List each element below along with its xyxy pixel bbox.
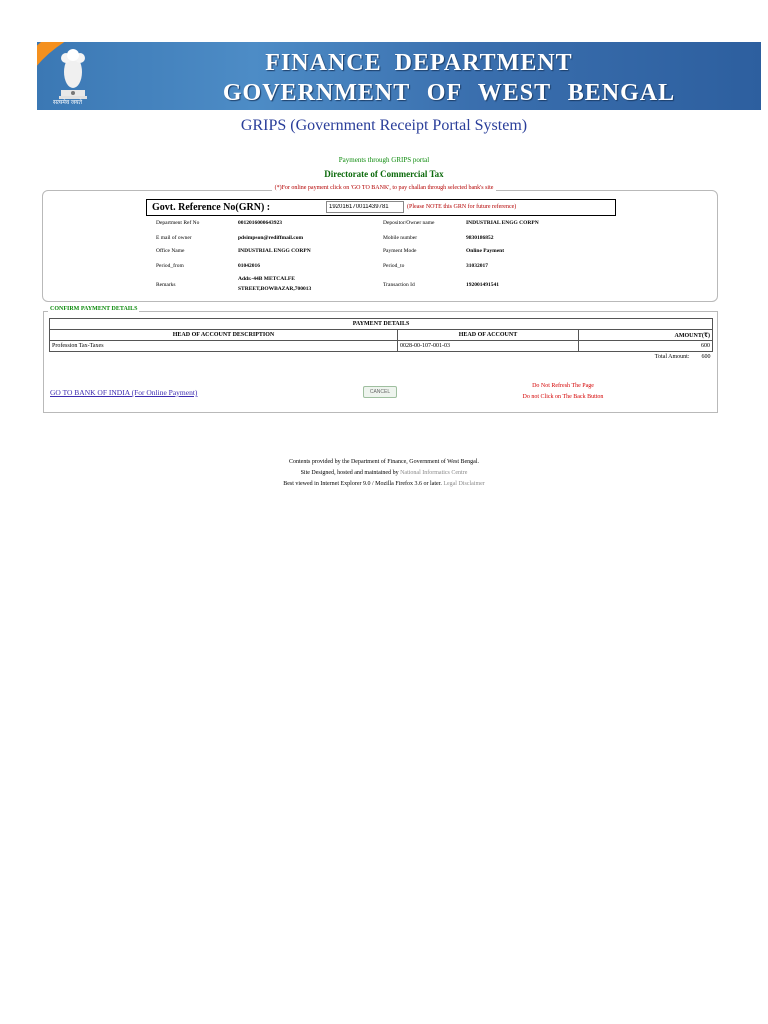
- dept-ref-value: 0012016000643923: [238, 220, 282, 226]
- total-amount-value: 600: [701, 354, 711, 360]
- depositor-value: INDUSTRIAL ENGG CORPN: [466, 220, 539, 226]
- email-value: pdsimpson@rediffmail.com: [238, 235, 304, 241]
- paymode-label: Payment Mode: [383, 248, 417, 254]
- remarks-label: Remarks: [156, 282, 176, 288]
- col-header-amount: AMOUNT(₹): [579, 330, 713, 341]
- office-value: INDUSTRIAL ENGG CORPN: [238, 248, 311, 254]
- info-legend-text: (*)For online payment click on 'GO TO BANK', to pay challan through selected bank's site: [272, 185, 497, 191]
- banner-title-line2: GOVERNMENT OF WEST BENGAL: [222, 80, 676, 106]
- remarks-value-line1: Addr.-44B METCALFE: [238, 276, 295, 282]
- banner-title-line1: FINANCE DEPARTMENT: [265, 50, 573, 76]
- row-amount: 600: [579, 341, 713, 352]
- payments-subtitle: Payments through GRIPS portal: [338, 156, 430, 164]
- footer-best-viewed: [0, 481, 768, 487]
- footer-contents: Contents provided by the Department of Finance, Government of West Bengal.: [288, 459, 480, 465]
- col-header-head-of-account: HEAD OF ACCOUNT: [398, 330, 579, 341]
- mobile-value: 9830186852: [466, 235, 494, 241]
- depositor-label: Depositor/Owner name: [383, 220, 435, 226]
- col-header-description: HEAD OF ACCOUNT DESCRIPTION: [50, 330, 398, 341]
- office-label: Office Name: [156, 248, 185, 254]
- email-label: E mail of owner: [156, 235, 192, 241]
- remarks-value-line2: STREET,BOWBAZAR,700013: [238, 286, 312, 292]
- confirm-payment-legend: CONFIRM PAYMENT DETAILS: [50, 306, 138, 312]
- mobile-label: Mobile number: [383, 235, 418, 241]
- row-description: Profession Tax-Taxes: [50, 341, 398, 352]
- nic-link[interactable]: National Informatics Centre: [400, 470, 468, 476]
- table-header-row: [50, 330, 713, 341]
- refresh-warning: Do Not Refresh The Page: [532, 383, 594, 389]
- transaction-id-label: Transaction Id: [383, 282, 415, 288]
- payment-details-table: [49, 318, 713, 362]
- grn-field[interactable]: [326, 201, 404, 213]
- info-legend: [0, 185, 768, 191]
- period-from-label: Period_from: [156, 263, 184, 269]
- footer-site-designed: [0, 470, 768, 476]
- legal-disclaimer-link[interactable]: Legal Disclaimer: [443, 481, 485, 487]
- grn-note: (Please NOTE this GRN for future reference): [407, 204, 517, 210]
- table-row: [50, 341, 713, 352]
- period-from-value: 01042016: [238, 263, 260, 269]
- row-head-of-account: 0028-00-107-001-03: [398, 341, 579, 352]
- total-amount-label: Total Amount:: [654, 354, 690, 360]
- grn-label: Govt. Reference No(GRN) :: [152, 202, 271, 213]
- table-title-row: [50, 319, 713, 330]
- go-to-bank-link[interactable]: GO TO BANK OF INDIA (For Online Payment): [50, 388, 198, 397]
- table-title: PAYMENT DETAILS: [50, 319, 713, 330]
- paymode-value: Online Payment: [466, 248, 505, 254]
- page-title: GRIPS (Government Receipt Portal System): [240, 117, 528, 134]
- dept-ref-label: Department Ref No: [156, 220, 200, 226]
- footer-site-designed-text: Site Designed, hosted and maintained by: [300, 470, 399, 476]
- emblem-motto: सत्यमेव जयते: [53, 100, 83, 106]
- footer-best-viewed-text: Best viewed in Internet Explorer 9.0 / Mozilla Firefox 3.6 or later.: [283, 481, 442, 487]
- period-to-label: Period_to: [383, 263, 405, 269]
- total-row: [50, 352, 713, 363]
- back-button-warning: Do not Click on The Back Button: [522, 394, 604, 400]
- cancel-button[interactable]: CANCEL: [363, 386, 397, 398]
- period-to-value: 31032017: [466, 263, 488, 269]
- header-banner: [37, 42, 761, 110]
- total-amount: [579, 352, 713, 363]
- directorate-subtitle: Directorate of Commercial Tax: [324, 169, 444, 179]
- transaction-id-value: 192001491541: [466, 282, 499, 288]
